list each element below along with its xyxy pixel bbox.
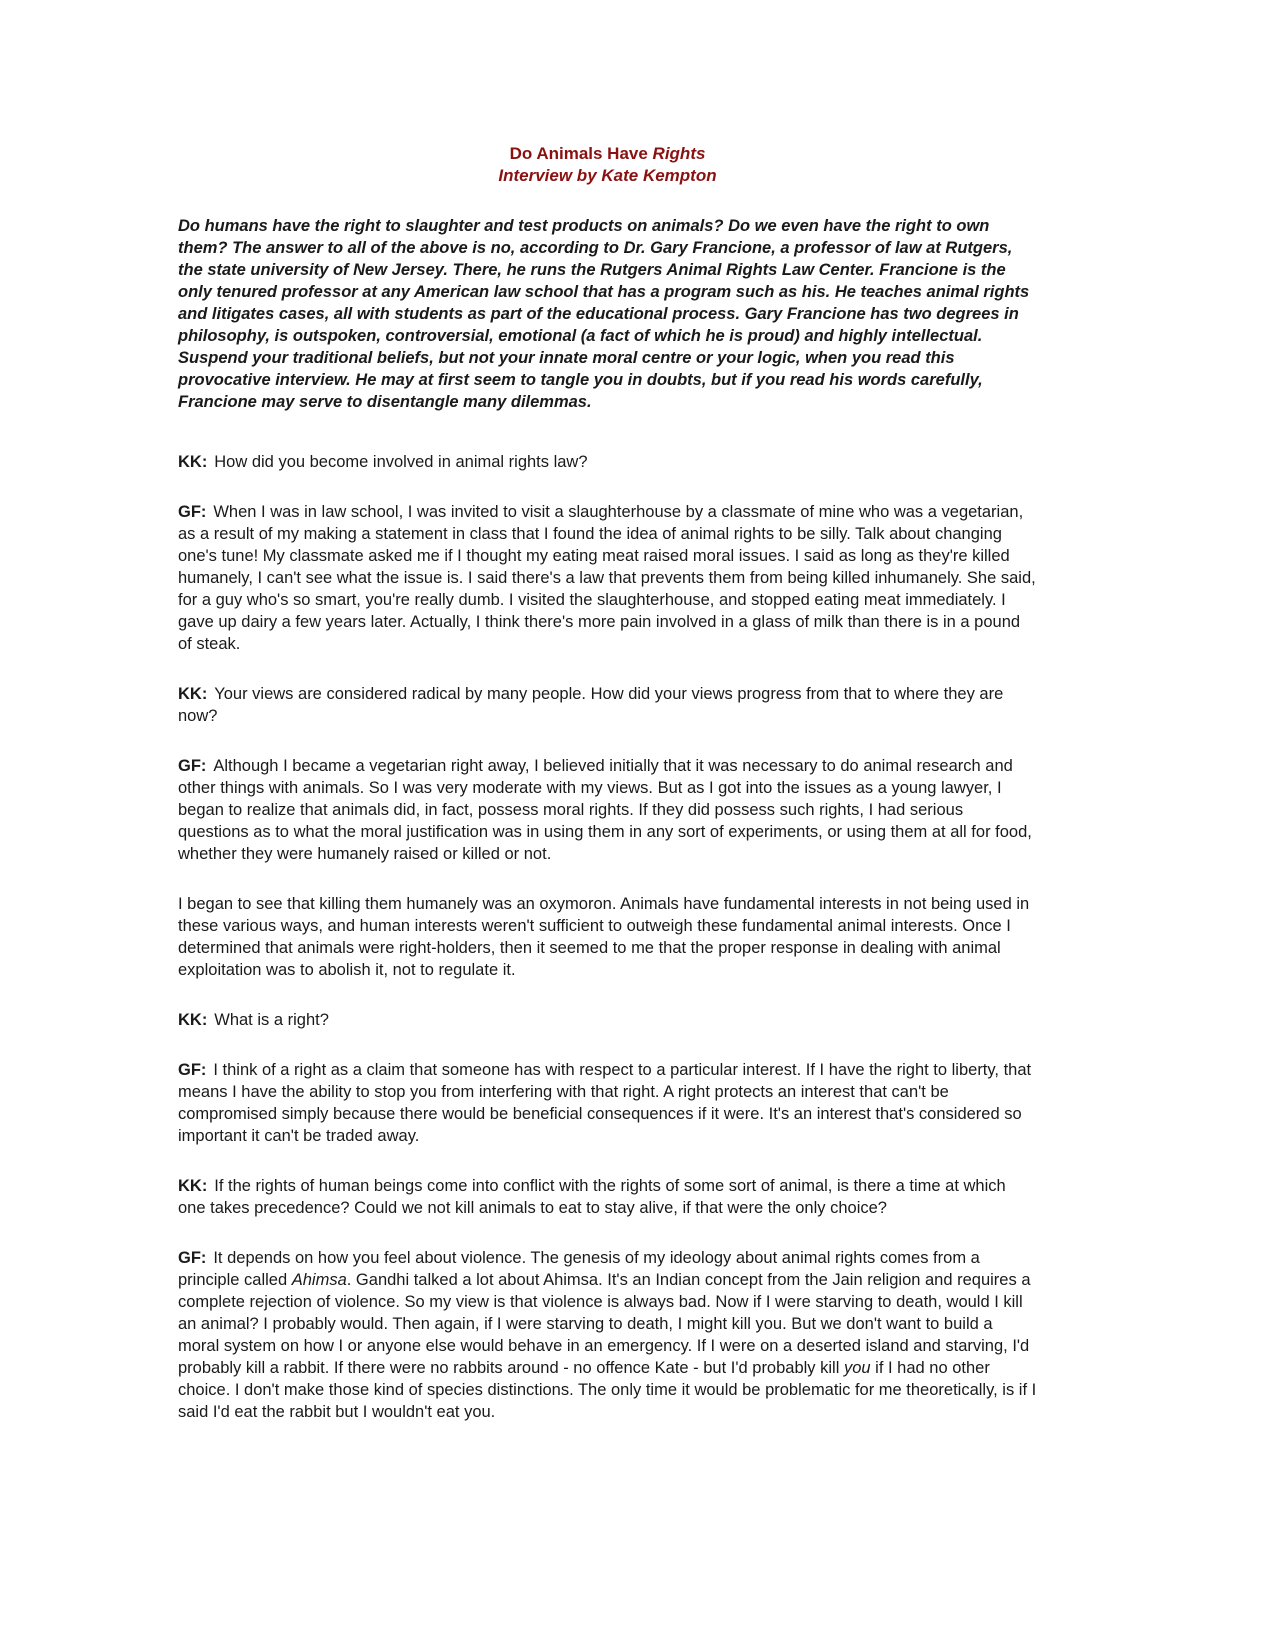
answer-text: When I was in law school, I was invited to visit a slaughterhouse by a classmate of mine who was a vegetarian, as a result of my making a statement in class that I found the idea of animal rights to be silly. Talk about changing one's tune! My classmate asked me if I thought my eating meat raised moral issues. I said as long as they're killed humanely, I can't see what the issue is. I said there's a law that prevents them from being killed inhumanely. She said, for a guy who's so smart, you're really dumb. I visited the slaughterhouse, and stopped eating meat immediately. I gave up dairy a few years later. Actually, I think there's more pain involved in a glass of milk than there is in a pound of steak. [178,503,1036,653]
answer-text-segment: It depends on how you feel about violence. The genesis of my ideology about animal rights comes from a principle called [178,1249,980,1289]
speaker-label: KK: [178,1011,208,1029]
answer-text: I think of a right as a claim that someone has with respect to a particular interest. If I have the right to liberty, that means I have the ability to stop you from interfering with that right. A right protects an interest that can't be compromised simply because there would be beneficial consequences if it were. It's an interest that's considered so important it can't be traded away. [178,1061,1032,1145]
speaker-label: KK: [178,685,208,703]
question-text: How did you become involved in animal rights law? [214,453,588,471]
answer-text-segment: . Gandhi talked a lot about Ahimsa. It's an Indian concept from the Jain religion and requires a complete rejection of violence. So my view is that violence is always bad. Now if I were starving to death, would I kill an animal? I probably would. Then again, if I were starving to death, I might kill you. But we don't want to build a moral system on how I or anyone else would behave in an emergency. If I were on a deserted island and starving, I'd probably kill a rabbit. If there were no rabbits around - no offence Kate - but I'd probably kill [178,1271,1031,1377]
document-title [178,143,1037,187]
question-text: What is a right? [214,1011,329,1029]
answer-paragraph [178,1247,1037,1423]
question-text: Your views are considered radical by many people. How did your views progress from that to where they are now? [178,685,1004,725]
answer-paragraph [178,1059,1037,1147]
intro-text: Do humans have the right to slaughter and test products on animals? Do we even have the right to own them? The answer to all of the above is no, according to Dr. Gary Francione, a professor of law at Rutgers, the state university of New Jersey. There, he runs the Rutgers Animal Rights Law Center. Francione is the only tenured professor at any American law school that has a program such as his. He teaches animal rights and litigates cases, all with students as part of the educational process. Gary Francione has two degrees in philosophy, is outspoken, controversial, emotional (a fact of which he is proud) and highly intellectual. Suspend your traditional beliefs, but not your innate moral centre or your logic, when you read this provocative interview. He may at first seem to tangle you in doubts, but if you read his words carefully, Francione may serve to disentangle many dilemmas. [178,217,1030,411]
question-paragraph [178,1175,1037,1219]
italic-term-ahimsa: Ahimsa [291,1271,347,1289]
speaker-label: GF: [178,1061,207,1079]
italic-word-you: you [843,1359,871,1377]
answer-text: I began to see that killing them humanely was an oxymoron. Animals have fundamental interests in not being used in these various ways, and human interests weren't sufficient to outweigh these fundamental animal interests. Once I determined that animals were right-holders, then it seemed to me that the proper response in dealing with animal exploitation was to abolish it, not to regulate it. [178,895,1030,979]
question-text: If the rights of human beings come into conflict with the rights of some sort of animal, is there a time at which one takes precedence? Could we not kill animals to eat to stay alive, if that were the only choice? [178,1177,1006,1217]
answer-continuation-paragraph [178,893,1037,981]
speaker-label: KK: [178,1177,208,1195]
question-paragraph [178,683,1037,727]
title-line-2: Interview by Kate Kempton [498,166,717,185]
speaker-label: GF: [178,503,207,521]
intro-paragraph [178,215,1037,413]
title-italic-word: Rights [652,144,706,163]
speaker-label: KK: [178,453,208,471]
speaker-label: GF: [178,1249,207,1267]
title-main-text: Do Animals Have [509,144,653,163]
question-paragraph [178,1009,1037,1031]
speaker-label: GF: [178,757,207,775]
title-line-1 [178,143,1037,165]
answer-text-segment: if I had no other choice. I don't make those kind of species distinctions. The only time it would be problematic for me theoretically, is if I said I'd eat the rabbit but I wouldn't eat you. [178,1359,1037,1421]
answer-paragraph [178,501,1037,655]
answer-paragraph [178,755,1037,865]
answer-text: Although I became a vegetarian right away, I believed initially that it was necessary to do animal research and other things with animals. So I was very moderate with my views. But as I got into the issues as a young lawyer, I began to realize that animals did, in fact, possess moral rights. If they did possess such rights, I had serious questions as to what the moral justification was in using them in any sort of experiments, or using them at all for food, whether they were humanely raised or killed or not. [178,757,1032,863]
question-paragraph [178,451,1037,473]
